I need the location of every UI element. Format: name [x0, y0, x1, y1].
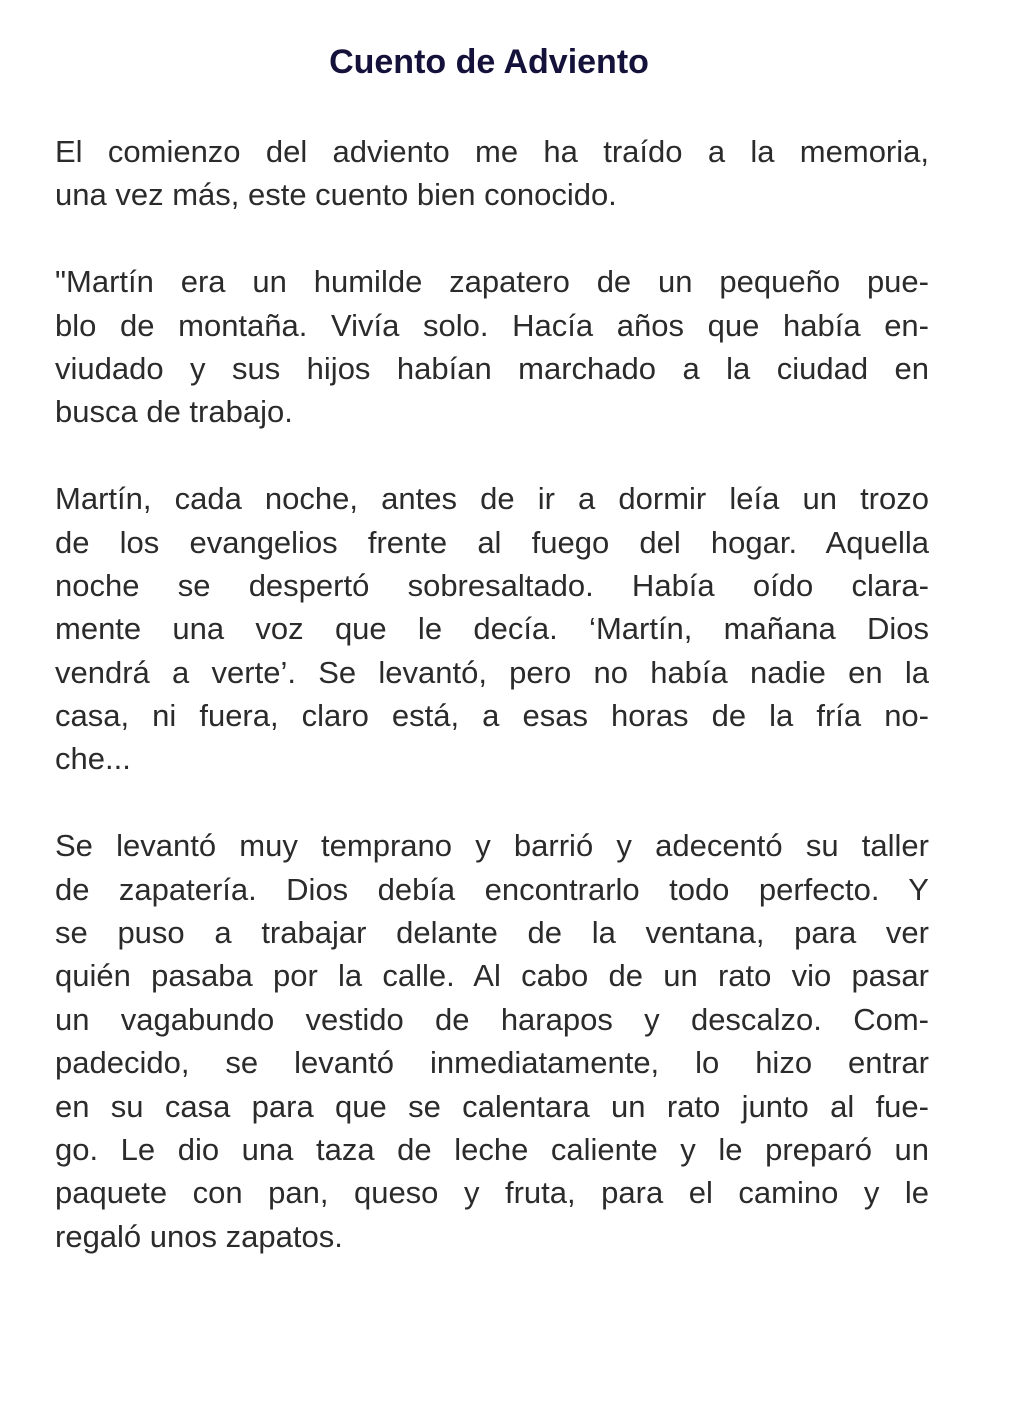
- paragraph-night-voice: [55, 477, 929, 781]
- text-line: vendrá a verte’. Se levantó, pero no había nadie en la: [55, 654, 929, 690]
- paragraph-vagabond: [55, 824, 929, 1258]
- text-line: "Martín era un humilde zapatero de un pequeño pue-: [55, 264, 929, 300]
- page-title: Cuento de Adviento: [329, 43, 649, 81]
- text-line: viudado y sus hijos habían marchado a la ciudad en: [55, 350, 929, 386]
- text-line: El comienzo del adviento me ha traído a la memoria,: [55, 134, 929, 169]
- paragraph-intro: [55, 130, 929, 217]
- text-line: paquete con pan, queso y fruta, para el camino y le: [55, 1175, 929, 1211]
- text-line: mente una voz que le decía. ‘Martín, mañana Dios: [55, 611, 929, 647]
- text-line: de zapatería. Dios debía encontrarlo todo perfecto. Y: [55, 871, 929, 907]
- text-line: se puso a trabajar delante de la ventana, para ver: [55, 915, 929, 951]
- paragraph-martin-intro: [55, 260, 929, 434]
- text-line: che...: [55, 741, 131, 777]
- text-line: casa, ni fuera, claro está, a esas horas de la fría no-: [55, 698, 929, 734]
- text-line: una vez más, este cuento bien conocido.: [55, 177, 617, 213]
- text-line: blo de montaña. Vivía solo. Hacía años que había en-: [55, 307, 929, 343]
- text-line: Se levantó muy temprano y barrió y adecentó su taller: [55, 828, 929, 864]
- text-line: busca de trabajo.: [55, 394, 293, 430]
- text-line: padecido, se levantó inmediatamente, lo hizo entrar: [55, 1045, 929, 1081]
- text-line: go. Le dio una taza de leche caliente y le preparó un: [55, 1131, 929, 1167]
- text-line: regaló unos zapatos.: [55, 1218, 343, 1254]
- text-line: en su casa para que se calentara un rato junto al fue-: [55, 1088, 929, 1124]
- story-body: [55, 130, 929, 1302]
- text-line: un vagabundo vestido de harapos y descalzo. Com-: [55, 1001, 929, 1037]
- text-line: Martín, cada noche, antes de ir a dormir leía un trozo: [55, 481, 929, 517]
- text-line: noche se despertó sobresaltado. Había oído clara-: [55, 567, 929, 603]
- text-line: quién pasaba por la calle. Al cabo de un rato vio pasar: [55, 958, 929, 994]
- text-line: de los evangelios frente al fuego del hogar. Aquella: [55, 524, 929, 560]
